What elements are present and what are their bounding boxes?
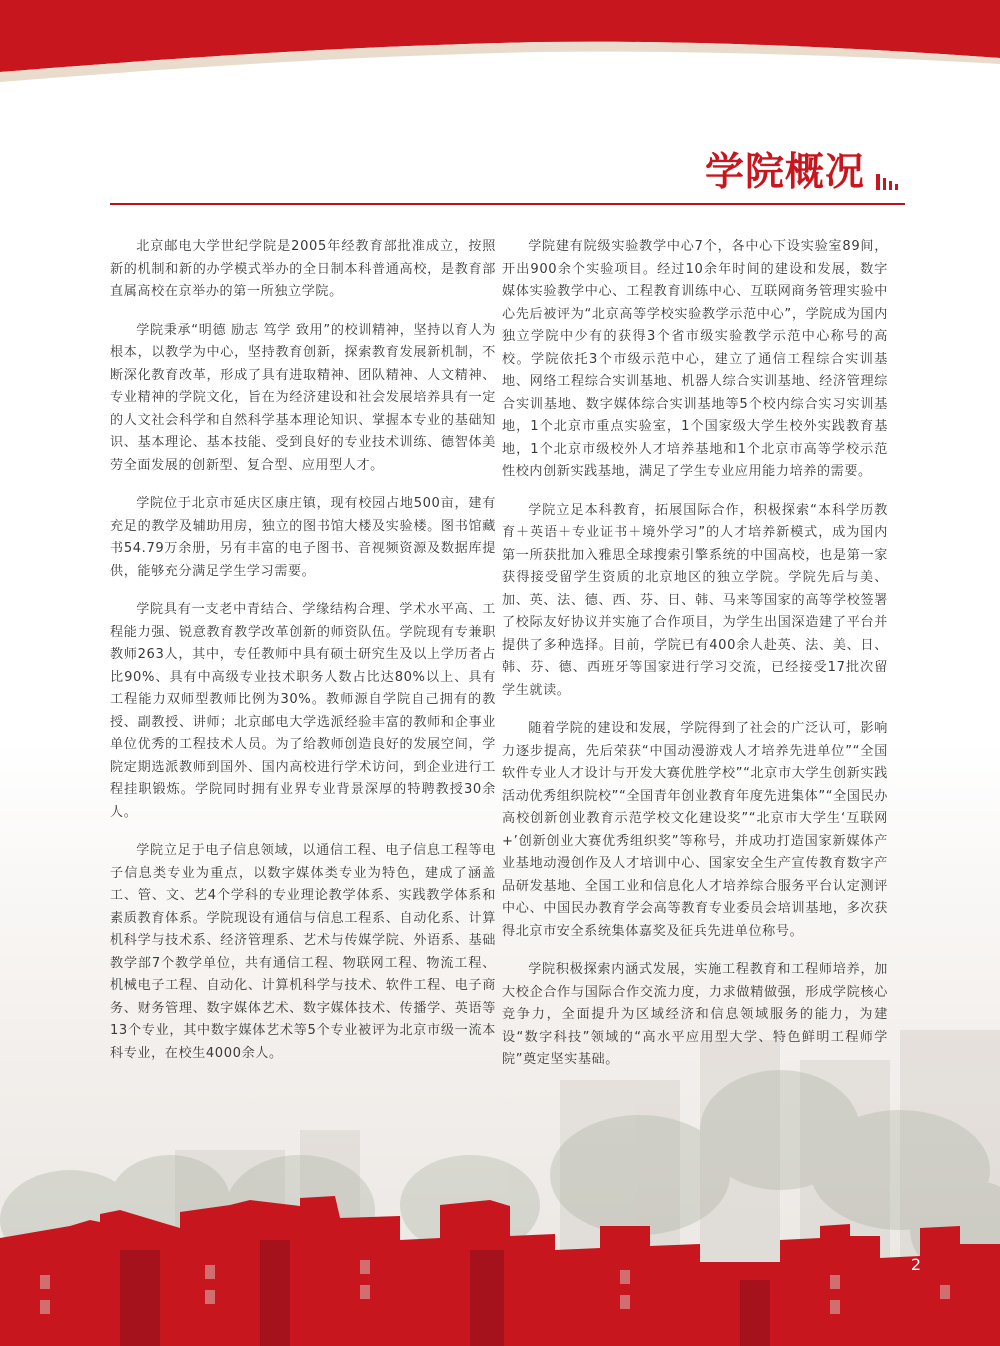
- paragraph: 学院秉承“明德 励志 笃学 致用”的校训精神，坚持以育人为根本，以教学为中心，坚持教育创新，探索教育发展新机制，不断深化教育改革，形成了具有进取精神、团队精神、人文精神、专业精神的学院文化，旨在为经济建设和社会发展培养具有一定的人文社会科学和自然科学基本理论知识、掌握本专业的基础知识、基本理论、基本技能、受到良好的专业技术训练、德智体美劳全面发展的创新型、复合型、应用型人才。: [110, 322, 496, 473]
- paragraph: 学院建有院级实验教学中心7个，各中心下设实验室89间，开出900余个实验项目。经过10余年时间的建设和发展，数字媒体实验教学中心、工程教育训练中心、互联网商务管理实验中心先后被评为“北京高等学校实验教学示范中心”，学院成为国内独立学院中少有的获得3个省市级实验教学示范中心称号的高校。学院依托3个市级示范中心，建立了通信工程综合实训基地、网络工程综合实训基地、机器人综合实训基地、经济管理综合实训基地、数字媒体综合实训基地等5个校内综合实习实训基地，1个北京市重点实验室，1个国家级大学生校外实践教育基地，1个北京市级校外人才培养基地和1个北京市高等学校示范性校内创新实践基地，满足了学生专业应用能力培养的需要。: [502, 239, 888, 479]
- right-text-column: [502, 236, 888, 1088]
- paragraph: 学院位于北京市延庆区康庄镇，现有校园占地500亩，建有充足的教学及辅助用房，独立的图书馆大楼及实验楼。图书馆藏书54.79万余册，另有丰富的电子图书、音视频资源及数据库提供，能够充分满足学生学习需要。: [110, 496, 496, 579]
- paragraph: 北京邮电大学世纪学院是2005年经教育部批准成立，按照新的机制和新的办学模式举办的全日制本科普通高校，是教育部直属高校在京举办的第一所独立学院。: [110, 239, 496, 299]
- paragraph: 学院积极探索内涵式发展，实施工程教育和工程师培养，加大校企合作与国际合作交流力度，力求做精做强，形成学院核心竞争力，全面提升为区域经济和信息领域服务的能力，为建设“数字科技”领域的“高水平应用型大学、特色鲜明工程师学院”奠定坚实基础。: [502, 962, 888, 1067]
- title-divider: [110, 203, 905, 205]
- paragraph: 随着学院的建设和发展，学院得到了社会的广泛认可，影响力逐步提高，先后荣获“中国动漫游戏人才培养先进单位”“全国软件专业人才设计与开发大赛优胜学校”“北京市大学生创新实践活动优秀组织院校”“全国青年创业教育年度先进集体”“全国民办高校创新创业教育示范学校文化建设奖”“北京市大学生‘互联网+’创新创业大赛优秀组织奖”等称号，并成功打造国家新媒体产业基地动漫创作及人才培训中心、国家安全生产宣传教育数字产品研发基地、全国工业和信息化人才培养综合服务平台认定测评中心、中国民办教育学会高等教育专业委员会培训基地，多次获得北京市安全系统集体嘉奖及征兵先进单位称号。: [502, 721, 888, 939]
- page-number: 2: [910, 1255, 922, 1274]
- page-title: 学院概况: [704, 150, 865, 195]
- left-text-column: [110, 236, 496, 1081]
- paragraph: 学院具有一支老中青结合、学缘结构合理、学术水平高、工程能力强、锐意教育教学改革创新的师资队伍。学院现有专兼职教师263人，其中，专任教师中具有硕士研究生及以上学历者占比90%、具有中高级专业技术职务人数占比达80%以上、具有工程能力双师型教师比例为30%。教师源自学院自己拥有的教授、副教授、讲师；北京邮电大学选派经验丰富的教师和企事业单位优秀的工程技术人员。为了给教师创造良好的发展空间，学院定期选派教师到国外、国内高校进行学术访问，到企业进行工程挂职锻炼。学院同时拥有业界专业背景深厚的特聘教授30余人。: [110, 602, 496, 820]
- paragraph: 学院立足于电子信息领域，以通信工程、电子信息工程等电子信息类专业为重点，以数字媒体类专业为特色，建成了涵盖工、管、文、艺4个学科的专业理论教学体系、实践教学体系和素质教育体系。学院现设有通信与信息工程系、自动化系、计算机科学与技术系、经济管理系、艺术与传媒学院、外语系、基础教学部7个教学单位，共有通信工程、物联网工程、物流工程、机械电子工程、自动化、计算机科学与技术、软件工程、电子商务、财务管理、数字媒体艺术、数字媒体技术、传播学、英语等13个专业，其中数字媒体艺术等5个专业被评为北京市级一流本科专业，在校生4000余人。: [110, 843, 496, 1061]
- bar-chart-icon: [874, 168, 904, 190]
- paragraph: 学院立足本科教育，拓展国际合作，积极探索“本科学历教育＋英语＋专业证书＋境外学习”的人才培养新模式，成为国内第一所获批加入雅思全球搜索引擎系统的中国高校，也是第一家获得接受留学生资质的北京地区的独立学院。学院先后与美、加、英、法、德、西、芬、日、韩、马来等国家的高等学校签署了校际友好协议并实施了合作项目，为学生出国深造建了平台并提供了多种选择。目前，学院已有400余人赴英、法、美、日、韩、芬、德、西班牙等国家进行学习交流，已经接受17批次留学生就读。: [502, 502, 888, 698]
